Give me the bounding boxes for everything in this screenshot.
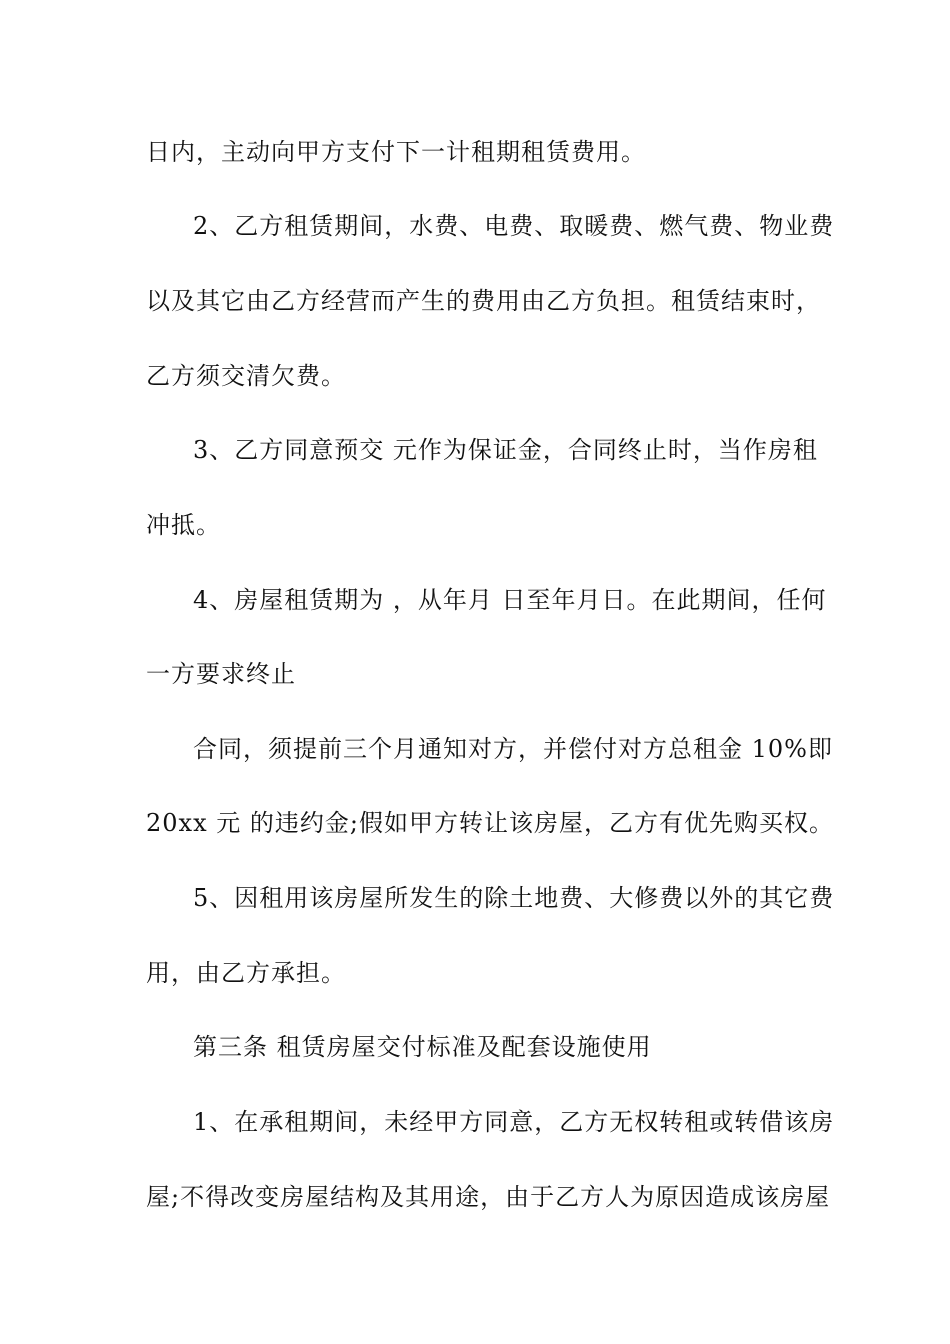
text-line-1: 日内，主动向甲方支付下一计租期租赁费用。 bbox=[146, 138, 646, 166]
text-line-2: 2、乙方租赁期间，水费、电费、取暖费、燃气费、物业费 bbox=[193, 212, 835, 240]
text-line-7: 4、房屋租赁期为 ，从年月 日至年月日。在此期间，任何 bbox=[193, 586, 827, 614]
text-line-4: 乙方须交清欠费。 bbox=[146, 362, 346, 390]
text-line-5: 3、乙方同意预交 元作为保证金，合同终止时，当作房租 bbox=[193, 436, 818, 464]
text-line-10: 20xx 元 的违约金;假如甲方转让该房屋，乙方有优先购买权。 bbox=[146, 809, 834, 837]
text-line-11: 5、因租用该房屋所发生的除土地费、大修费以外的其它费 bbox=[193, 884, 835, 912]
text-line-3: 以及其它由乙方经营而产生的费用由乙方负担。租赁结束时， bbox=[146, 287, 821, 315]
text-line-8: 一方要求终止 bbox=[146, 660, 296, 688]
text-line-14: 1、在承租期间，未经甲方同意，乙方无权转租或转借该房 bbox=[193, 1108, 835, 1136]
section-heading: 第三条 租赁房屋交付标准及配套设施使用 bbox=[193, 1033, 652, 1061]
text-line-15: 屋;不得改变房屋结构及其用途，由于乙方人为原因造成该房屋 bbox=[146, 1183, 831, 1211]
text-line-6: 冲抵。 bbox=[146, 511, 221, 539]
text-line-9: 合同，须提前三个月通知对方，并偿付对方总租金 10%即 bbox=[193, 735, 833, 763]
text-line-12: 用，由乙方承担。 bbox=[146, 959, 346, 987]
